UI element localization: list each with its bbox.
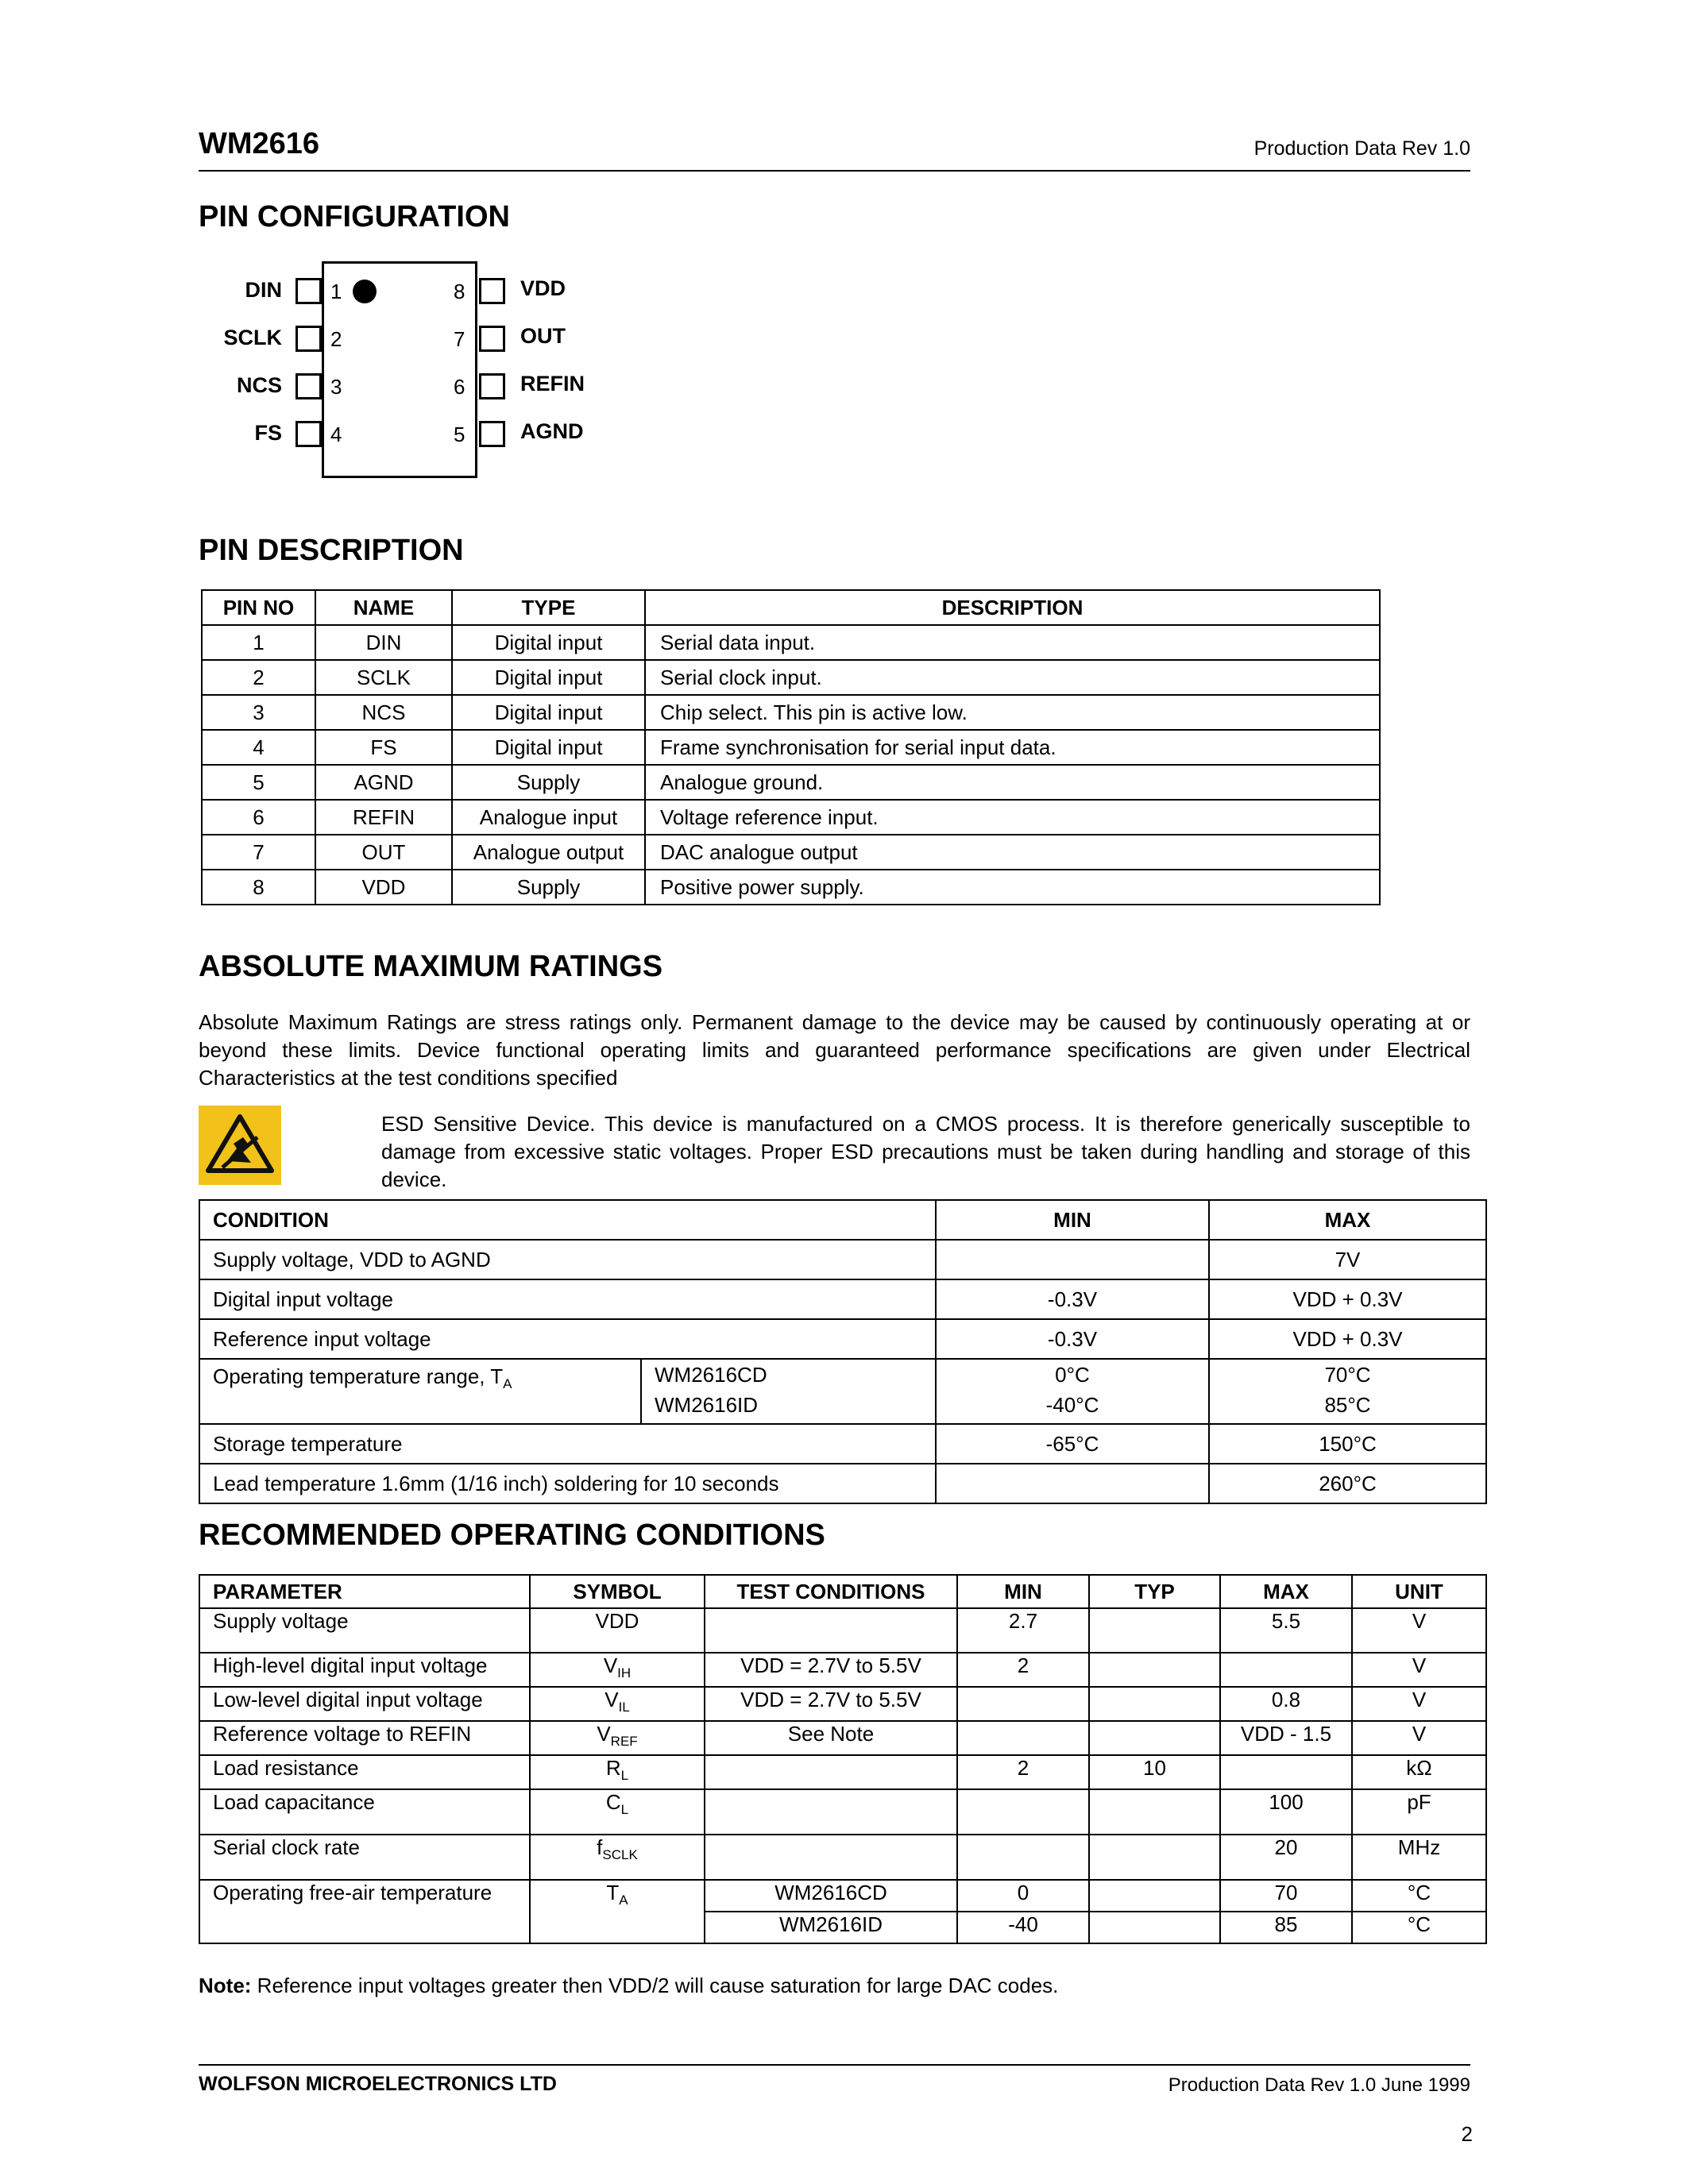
symbol-text: R [605,1756,621,1780]
table-row [202,660,1380,695]
min-cell [957,1789,1089,1835]
pin-type-cell: Digital input [452,695,645,730]
table-row [199,1687,1486,1721]
table-row [199,1608,1486,1653]
pin-label-vdd: VDD [520,276,566,300]
min-cell: -40 [957,1912,1089,1943]
test-cell: WM2616CD [705,1880,957,1912]
min-cell [936,1359,1209,1424]
pin-desc-cell: Analogue ground. [645,765,1380,800]
symbol-cell [530,1687,705,1721]
table-row [202,800,1380,835]
max-cell: 5.5 [1220,1608,1352,1653]
column-header-symbol: SYMBOL [530,1575,705,1608]
min-cell: -65°C [936,1424,1209,1464]
symbol-cell [530,1653,705,1687]
unit-cell: pF [1352,1789,1486,1835]
pin-number-6: 6 [454,375,465,399]
symbol-text: f [597,1835,603,1859]
unit-cell: V [1352,1608,1486,1653]
table-row [199,1789,1486,1835]
table-row [202,695,1380,730]
symbol-subscript: A [619,1893,628,1908]
pin-label-agnd: AGND [520,419,584,443]
pin-label-refin: REFIN [520,372,585,396]
pin-name-cell: REFIN [315,800,452,835]
parameter-cell: High-level digital input voltage [199,1653,530,1687]
symbol-text: C [605,1790,621,1814]
variant-id: WM2616ID [655,1393,759,1417]
table-header-row [202,590,1380,625]
max-cell: VDD + 0.3V [1209,1279,1486,1319]
pin-number-5: 5 [454,423,465,446]
footer-revision: Production Data Rev 1.0 June 1999 [1168,2074,1470,2096]
pin-pad-3 [295,373,322,399]
symbol-text: VDD [595,1609,639,1633]
pin-number-3: 3 [330,375,342,399]
pin-no-cell: 4 [202,730,315,765]
pin-label-sclk: SCLK [223,326,282,349]
unit-cell: V [1352,1653,1486,1687]
pin-pad-8 [479,278,505,304]
max-cell: VDD - 1.5 [1220,1721,1352,1755]
pin-configuration-heading: PIN CONFIGURATION [199,200,510,233]
condition-cell [199,1359,641,1424]
pin-no-cell: 5 [202,765,315,800]
symbol-cell [530,1789,705,1835]
test-cell: VDD = 2.7V to 5.5V [705,1653,957,1687]
table-row [202,730,1380,765]
pin-label-din: DIN [245,278,282,302]
recommended-conditions-table [199,1574,1487,1944]
parameter-cell: Low-level digital input voltage [199,1687,530,1721]
pin-name-cell: DIN [315,625,452,660]
unit-cell: V [1352,1721,1486,1755]
typ-cell: 10 [1089,1755,1220,1789]
column-header-condition: CONDITION [199,1200,936,1240]
pin-desc-cell: Chip select. This pin is active low. [645,695,1380,730]
test-cell [705,1835,957,1880]
parameter-cell: Serial clock rate [199,1835,530,1880]
recommended-note [199,1974,1058,1998]
pin-label-ncs: NCS [236,373,282,397]
symbol-cell [530,1721,705,1755]
column-header-parameter: PARAMETER [199,1575,530,1608]
test-cell [705,1755,957,1789]
symbol-cell [530,1755,705,1789]
symbol-subscript: L [620,1802,629,1818]
typ-cell [1089,1608,1220,1653]
unit-cell: kΩ [1352,1755,1486,1789]
pin-number-4: 4 [330,423,342,446]
note-label: Note: [199,1974,252,1997]
pin-desc-cell: DAC analogue output [645,835,1380,870]
symbol-subscript: REF [610,1734,638,1750]
column-header-typ: TYP [1089,1575,1220,1608]
pin-description-heading: PIN DESCRIPTION [199,534,464,567]
min-cell: 0 [957,1880,1089,1912]
max-cell: 85 [1220,1912,1352,1943]
table-row [199,1279,1486,1319]
max-cell: 260°C [1209,1464,1486,1503]
table-row [199,1880,1486,1912]
pin-type-cell: Analogue input [452,800,645,835]
pin-number-7: 7 [454,327,465,351]
max-id: 85°C [1324,1393,1371,1417]
pin-name-cell: VDD [315,870,452,905]
symbol-text: V [605,1688,619,1711]
variant-cd: WM2616CD [655,1363,767,1387]
absolute-max-heading: ABSOLUTE MAXIMUM RATINGS [199,950,663,983]
pin-name-cell: OUT [315,835,452,870]
pin-desc-cell: Frame synchronisation for serial input data. [645,730,1380,765]
min-cell [957,1835,1089,1880]
pin-pad-7 [479,326,505,352]
column-header: TYPE [452,590,645,625]
max-cell [1220,1755,1352,1789]
pin-pad-4 [295,421,322,447]
pin-number-1: 1 [330,280,342,303]
note-text: Reference input voltages greater then VDD/2 will cause saturation for large DAC codes. [251,1974,1059,1997]
pin-no-cell: 6 [202,800,315,835]
pin-no-cell: 1 [202,625,315,660]
header-revision: Production Data Rev 1.0 [1253,137,1470,160]
pin-desc-cell: Voltage reference input. [645,800,1380,835]
pin-number-2: 2 [330,327,342,351]
typ-cell [1089,1721,1220,1755]
column-header-test-conditions: TEST CONDITIONS [705,1575,957,1608]
table-row [199,1653,1486,1687]
pin-type-cell: Digital input [452,730,645,765]
pin-no-cell: 8 [202,870,315,905]
pin-name-cell: AGND [315,765,452,800]
max-cell: 70 [1220,1880,1352,1912]
min-cell [957,1721,1089,1755]
header-rule [199,170,1470,172]
pin-type-cell: Digital input [452,625,645,660]
pin-label-fs: FS [254,421,282,445]
table-row [202,835,1380,870]
min-cd: 0°C [1055,1363,1090,1387]
test-cell: WM2616ID [705,1912,957,1943]
condition-cell: Lead temperature 1.6mm (1/16 inch) soldering for 10 seconds [199,1464,936,1503]
column-header-min: MIN [957,1575,1089,1608]
column-header: DESCRIPTION [645,590,1380,625]
max-cell: VDD + 0.3V [1209,1319,1486,1359]
condition-cell: Digital input voltage [199,1279,936,1319]
unit-cell: MHz [1352,1835,1486,1880]
condition-cell: Reference input voltage [199,1319,936,1359]
recommended-conditions-heading: RECOMMENDED OPERATING CONDITIONS [199,1518,825,1552]
table-row [199,1755,1486,1789]
pin-no-cell: 7 [202,835,315,870]
condition-text: Operating temperature range, T [213,1364,504,1388]
table-row [199,1721,1486,1755]
table-row [202,625,1380,660]
column-header-unit: UNIT [1352,1575,1486,1608]
max-cell: 100 [1220,1789,1352,1835]
min-id: -40°C [1045,1393,1099,1417]
table-header-row [199,1575,1486,1608]
footer-company: WOLFSON MICROELECTRONICS LTD [199,2073,557,2095]
symbol-subscript: IL [618,1700,630,1715]
typ-cell [1089,1653,1220,1687]
pin-label-out: OUT [520,324,566,348]
min-cell: 2 [957,1653,1089,1687]
min-cell [936,1240,1209,1279]
test-cell [705,1789,957,1835]
typ-cell [1089,1912,1220,1943]
symbol-subscript: SCLK [602,1847,638,1863]
table-row [199,1464,1486,1503]
unit-cell: °C [1352,1880,1486,1912]
max-cell: 150°C [1209,1424,1486,1464]
max-cell: 20 [1220,1835,1352,1880]
pin-number-8: 8 [454,280,465,303]
parameter-cell: Load resistance [199,1755,530,1789]
typ-cell [1089,1835,1220,1880]
pin-name-cell: FS [315,730,452,765]
esd-warning-text: ESD Sensitive Device. This device is manufactured on a CMOS process. It is therefore generically susceptible to damage from excessive static voltages. Proper ESD precautions must be taken during handling and storage of this device. [381,1112,1470,1191]
parameter-cell: Supply voltage [199,1608,530,1653]
table-row [202,870,1380,905]
min-cell [936,1464,1209,1503]
pin-pad-6 [479,373,505,399]
symbol-text: V [603,1653,618,1677]
symbol-cell [530,1835,705,1880]
min-cell: -0.3V [936,1319,1209,1359]
pin-desc-cell: Serial clock input. [645,660,1380,695]
column-header: PIN NO [202,590,315,625]
min-cell: 2 [957,1755,1089,1789]
max-cd: 70°C [1324,1363,1371,1387]
condition-cell: Storage temperature [199,1424,936,1464]
parameter-cell: Reference voltage to REFIN [199,1721,530,1755]
pin-pad-1 [295,278,322,304]
table-row [199,1240,1486,1279]
parameter-cell: Load capacitance [199,1789,530,1835]
table-row [199,1319,1486,1359]
table-row [199,1424,1486,1464]
table-row [202,765,1380,800]
pin-type-cell: Supply [452,870,645,905]
symbol-cell [530,1880,705,1943]
pin-name-cell: NCS [315,695,452,730]
doc-title: WM2616 [199,127,320,160]
esd-warning-icon [199,1106,281,1185]
table-row [199,1835,1486,1880]
pin-no-cell: 2 [202,660,315,695]
pin-description-table [201,589,1381,905]
min-cell: -0.3V [936,1279,1209,1319]
table-header-row [199,1200,1486,1240]
symbol-text: T [606,1881,620,1904]
column-header-min: MIN [936,1200,1209,1240]
max-cell: 0.8 [1220,1687,1352,1721]
absolute-max-intro: Absolute Maximum Ratings are stress ratings only. Permanent damage to the device may be caused by continuously operating at or beyond these limits. Device functional operating limits and guaranteed performance specifications are given under Electrical Characteristics at the test conditions specified [199,1010,1470,1090]
unit-cell: V [1352,1687,1486,1721]
column-header-max: MAX [1220,1575,1352,1608]
max-cell: 7V [1209,1240,1486,1279]
symbol-cell [530,1608,705,1653]
condition-cell: Supply voltage, VDD to AGND [199,1240,936,1279]
table-row [199,1359,1486,1424]
pin-type-cell: Digital input [452,660,645,695]
max-cell [1209,1359,1486,1424]
typ-cell [1089,1880,1220,1912]
variant-cell [641,1359,936,1424]
pin-desc-cell: Serial data input. [645,625,1380,660]
pin1-marker-dot [353,280,377,303]
symbol-subscript: IH [617,1665,632,1681]
symbol-subscript: L [620,1768,629,1784]
absolute-max-table [199,1199,1487,1504]
unit-cell: °C [1352,1912,1486,1943]
test-cell [705,1608,957,1653]
test-cell: See Note [705,1721,957,1755]
pin-name-cell: SCLK [315,660,452,695]
typ-cell [1089,1687,1220,1721]
pin-type-cell: Supply [452,765,645,800]
pin-no-cell: 3 [202,695,315,730]
parameter-cell: Operating free-air temperature [199,1880,530,1943]
pin-desc-cell: Positive power supply. [645,870,1380,905]
typ-cell [1089,1789,1220,1835]
test-cell: VDD = 2.7V to 5.5V [705,1687,957,1721]
pin-pad-2 [295,326,322,352]
pin-pad-5 [479,421,505,447]
pin-type-cell: Analogue output [452,835,645,870]
page-number: 2 [1461,2122,1473,2146]
condition-subscript: A [503,1376,512,1392]
footer-rule [199,2064,1470,2066]
min-cell [957,1687,1089,1721]
symbol-text: V [597,1722,611,1746]
column-header: NAME [315,590,452,625]
min-cell: 2.7 [957,1608,1089,1653]
column-header-max: MAX [1209,1200,1486,1240]
max-cell [1220,1653,1352,1687]
